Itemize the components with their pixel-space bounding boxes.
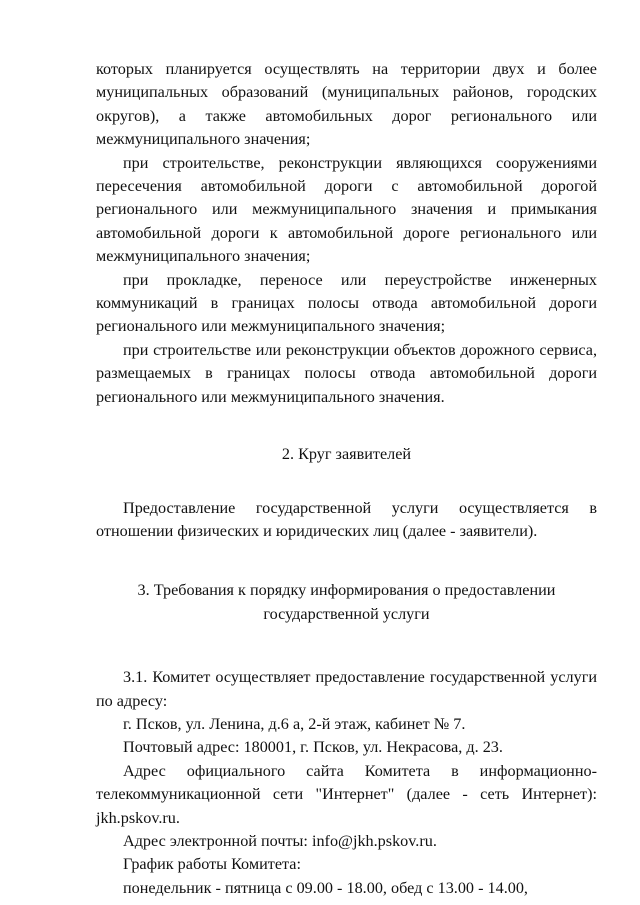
section-2-text: Предоставление государственной услуги осуществляется в отношении физических и юридических лиц (далее - заявители). (96, 498, 597, 540)
address-line: г. Псков, ул. Ленина, д.6 а, 2-й этаж, кабинет № 7. (123, 714, 466, 733)
section-3-heading (96, 579, 597, 626)
paragraph-engineering: при прокладке, переносе или переустройстве инженерных коммуникаций в границах полосы отвода автомобильной дороги регионального или межмуниципального значения; (96, 270, 597, 336)
website-line: Адрес официального сайта Комитета в информационно-телекоммуникационной сети "Интернет" (далее - сеть Интернет): jkh.pskov.ru. (96, 761, 597, 827)
schedule-weekdays: понедельник - пятница с 09.00 - 18.00, обед с 13.00 - 14.00, (123, 878, 528, 897)
email-line: Адрес электронной почты: info@jkh.pskov.ru. (123, 831, 437, 850)
paragraph-continuation: которых планируется осуществлять на территории двух и более муниципальных образований (муниципальных районов, городских округов), а также автомобильных дорог регионального или межмуниципального значения; (96, 60, 597, 149)
section-3-heading-line1: 3. Требования к порядку информирования о предоставлении (137, 581, 556, 600)
section-3-heading-line2: государственной услуги (263, 604, 430, 623)
paragraph-intersection: при строительстве, реконструкции являющихся сооружениями пересечения автомобильной дороги с автомобильной дорогой регионального или межмуниципального значения и примыкания автомобильной дороги к автомобильной дороге регионального или межмуниципального значения; (96, 153, 597, 266)
section-2-heading: 2. Круг заявителей (281, 445, 412, 464)
paragraph-road-service: при строительстве или реконструкции объектов дорожного сервиса, размещаемых в границах полосы отвода автомобильной дороги регионального или межмуниципального значения. (96, 340, 597, 406)
item-3-1: 3.1. Комитет осуществляет предоставление государственной услуги по адресу: (96, 668, 597, 710)
schedule-title: График работы Комитета: (123, 855, 301, 874)
document-body (96, 58, 597, 900)
postal-address-line: Почтовый адрес: 180001, г. Псков, ул. Некрасова, д. 23. (123, 738, 503, 757)
